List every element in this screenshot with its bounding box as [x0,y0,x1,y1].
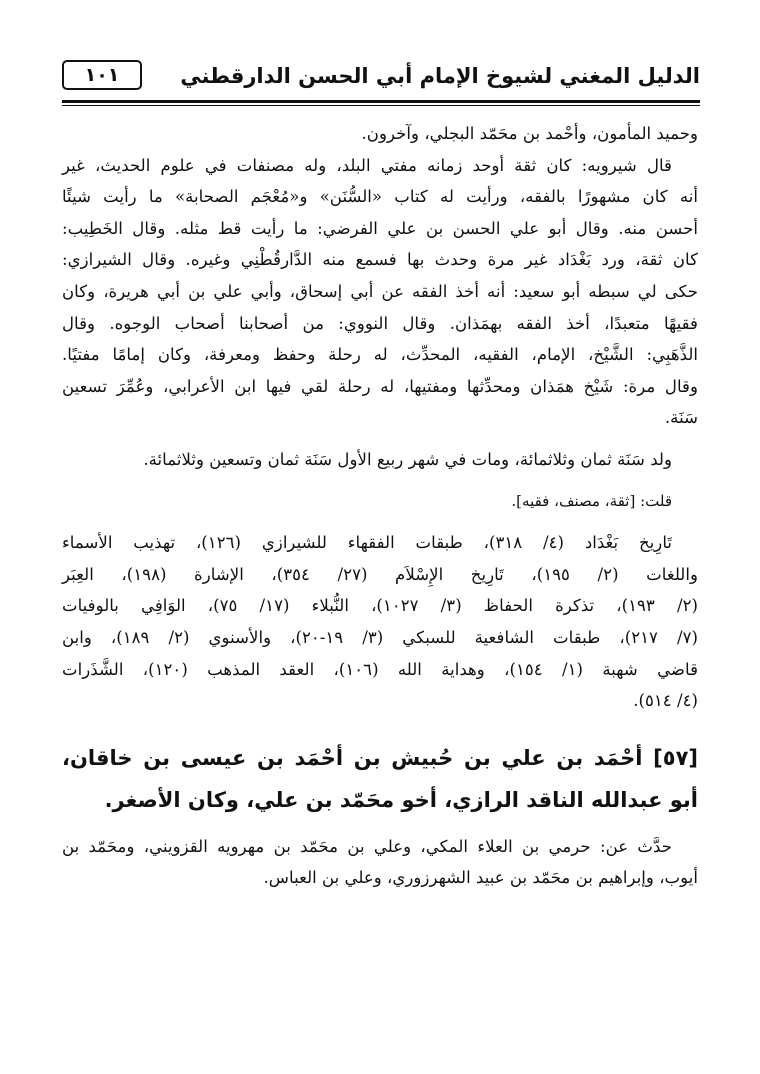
entry-text-line: حدَّث عن: حرمي بن العلاء المكي، وعلي بن محَمّد بن مهرويه القزويني، ومحَمّد بن [62,836,672,856]
text-line: قال شيرويه: كان ثقة أوحد زمانه مفتي البلد، وله مصنفات في علوم الحديث، غير [62,155,672,175]
text-line: وحميد المأمون، وأحْمد بن محَمّد البجلي، وآخرون. [361,124,698,143]
entry-heading-line: أبو عبدالله الناقد الرازي، أخو محَمّد بن علي، وكان الأصغر. [104,787,698,812]
reference-line: (٧/ ٢١٧)، طبقات الشافعية للسبكي (٣/ ١٩-٢٠)، والأسنوي (٢/ ١٨٩)، وابن [62,627,698,647]
header-rule-thick [62,100,700,103]
reference-line: قاضي شهبة (١/ ١٥٤)، وهداية الله (١٠٦)، العقد المذهب (١٢٠)، الشَّذَرات [62,659,698,679]
reference-line: (٢/ ١٩٣)، تذكرة الحفاظ (٣/ ١٠٢٧)، النُّبلاء (١٧/ ٧٥)، الوَافِي بالوفيات [62,596,698,616]
page-body [62,118,698,894]
text-line: أحسن منه. وقال أبو علي الحسن بن علي الفرضي: ما رأيت قط مثله. وقال الخَطِيب: [62,218,698,238]
reference-line: تَارِيخ بَغْدَاد (٤/ ٣١٨)، طبقات الفقهاء للشيرازي (١٢٦)، تهذيب الأسماء [62,533,672,553]
entry-heading-line: [٥٧] أحْمَد بن علي بن حُبيش بن أحْمَد بن عيسى بن خاقان، [62,745,698,770]
text-line: حكى لي سبطه أبو سعيد: أنه أخذ الفقه عن أبي إسحاق، وأبي علي بن أبي هريرة، وكان [62,281,698,301]
page-number: ١٠١ [84,64,120,86]
text-line: وقال مرة: شَيْخ همَذان ومحدِّثها ومفتيها، له رحلة لقي فيها ابن الأعرابي، وعُمِّرَ تسعين [62,376,698,396]
reference-line: (٤/ ٥١٤). [633,691,698,711]
page-number-box [62,60,142,90]
text-line: أنه كان مشهورًا بالفقه، ورأيت له كتاب «السُّنَن» و«مُعْجَم الصحابة» ما رأيت شيئًا [62,187,698,207]
header-rule-thin [62,105,700,106]
text-line: الذَّهَبِي: الشَّيْخ، الإمام، الفقيه، المحدِّث، له رحلة وحفظ ومعرفة، وكان إمامًا مفتيًا. [62,345,698,365]
running-title: الدليل المغني لشيوخ الإمام أبي الحسن الدارقطني [180,64,700,88]
text-line: كان ثقة، ورد بَغْدَاد غير مرة وحدث بها فسمع منه الدَّارقُطْنِي وغيره. وقال الشيرازي: [62,250,698,270]
text-line: فقيهًا متعبدًا، أخذ الفقه بهمَذان. وقال النووي: من أصحابنا أصحاب الوجوه. وقال [62,313,698,333]
verdict-line: قلت: [ثقة، مصنف، فقيه]. [511,491,672,510]
reference-line: واللغات (٢/ ١٩٥)، تَارِيخ الإِسْلاَم (٢٧/ ٣٥٤)، الإشارة (١٩٨)، العِبَر [62,564,698,584]
text-line: سَنَة. [664,408,698,428]
birth-death-line: ولد سَنَة ثمان وثلاثمائة، ومات في شهر ربيع الأول سَنَة ثمان وتسعين وثلاثمائة. [143,449,672,469]
entry-text-line: أيوب، وإبراهيم بن محَمّد بن عبيد الشهرزوري، وعلي بن العباس. [263,868,698,888]
page-header [62,58,700,98]
